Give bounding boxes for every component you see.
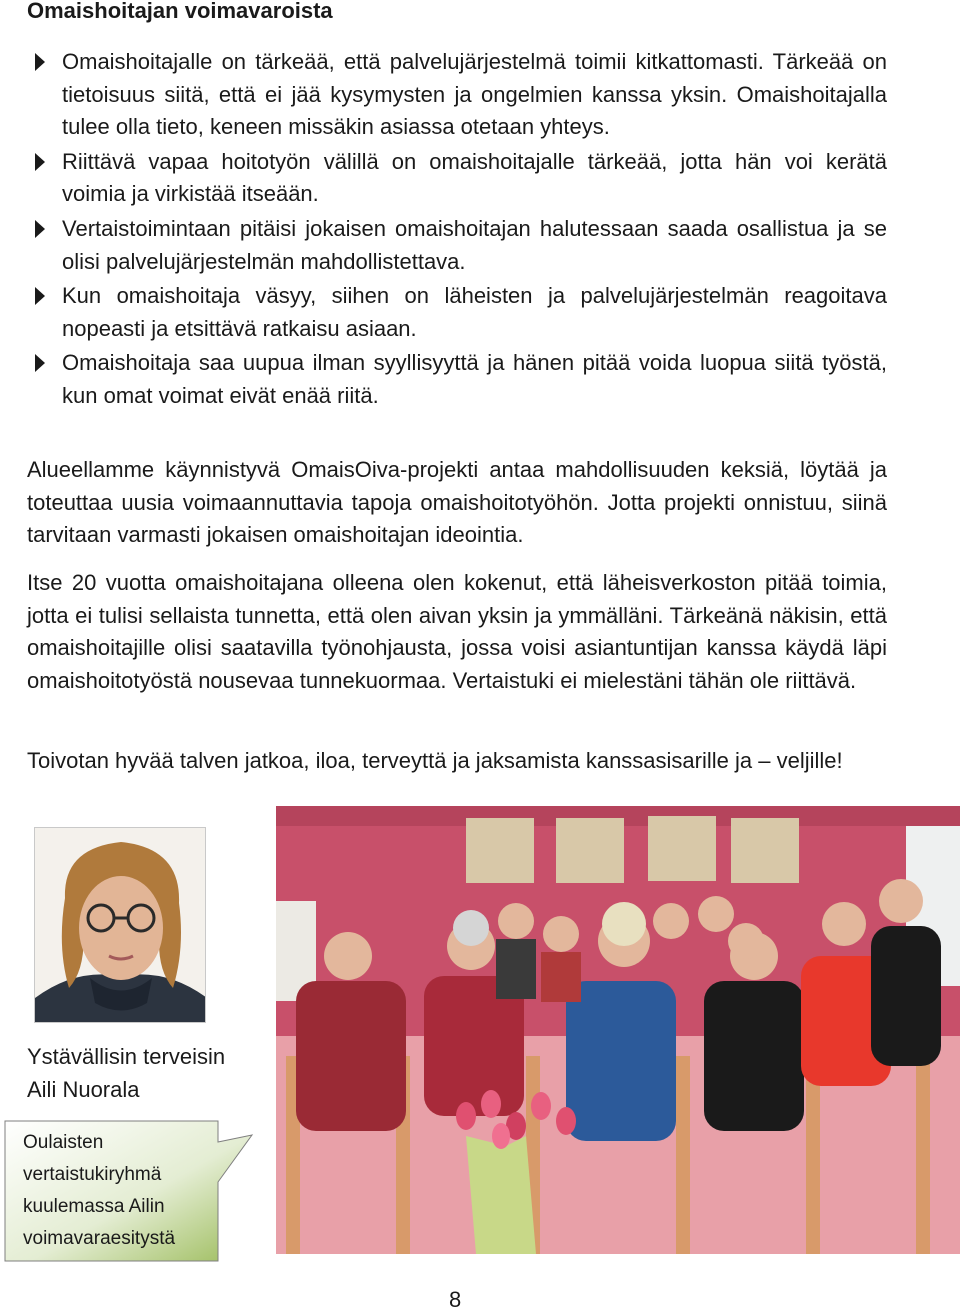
arrow-bullet-icon [35, 153, 45, 171]
group-photo [276, 806, 960, 1254]
project-paragraph: Alueellamme käynnistyvä OmaisOiva-projekti antaa mahdollisuuden keksiä, löytää ja toteuttaa uusia voimaannuttavia tapoja omaishoitotyöhön. Jotta projekti onnistuu, siinä tarvitaan varmasti jokaisen omaishoitajan ideointia. [27, 457, 887, 548]
arrow-bullet-icon [35, 354, 45, 372]
caption-text [23, 1127, 175, 1255]
photo-caption-callout [4, 1120, 274, 1270]
bullet-item [27, 46, 887, 144]
bullet-text: Riittävä vapaa hoitotyön välillä on omaishoitajalle tärkeää, jotta hän voi kerätä voimia ja virkistää itseään. [62, 148, 887, 207]
bullet-item [27, 280, 887, 345]
arrow-bullet-icon [35, 287, 45, 305]
caption-line: vertaistukiryhmä [23, 1164, 162, 1185]
caption-line: voimavaraesitystä [23, 1228, 176, 1249]
bullet-item [27, 347, 887, 412]
signature-greeting: Ystävällisin terveisin [27, 1044, 226, 1069]
signature-name: Aili Nuorala [27, 1077, 140, 1102]
bullet-text: Kun omaishoitaja väsyy, siihen on läheisten ja palvelujärjestelmän reagoitava nopeasti ja etsittävä ratkaisu asiaan. [62, 283, 887, 341]
experience-paragraph: Itse 20 vuotta omaishoitajana olleena olen kokenut, että läheisverkoston pitää toimia, jotta ei tulisi sellaista tunnetta, että olen aivan yksin ja ymmälläni. Tärkeänä näkisin, että omaishoitajille olisi saatavilla työnohjausta, jossa voisi asiantuntijan kanssa käydä läpi omaishoitotyöstä nousevaa tunnekuormaa. Vertaistuki ei mielestäni tähän ole riittävä. [27, 570, 887, 693]
bullet-list [27, 46, 887, 415]
greeting-paragraph: Toivotan hyvää talven jatkoa, iloa, terveyttä ja jaksamista kanssasisarille ja – veljille! [27, 748, 843, 773]
caption-line: kuulemassa Ailin [23, 1196, 165, 1217]
signature [27, 1040, 225, 1106]
bullet-text: Omaishoitaja saa uupua ilman syyllisyyttä ja hänen pitää voida luopua siitä työstä, kun omat voimat eivät enää riitä. [62, 350, 887, 408]
section-heading: Omaishoitajan voimavaroista [27, 0, 333, 23]
arrow-bullet-icon [35, 220, 45, 238]
page-number: 8 [449, 1287, 462, 1312]
bullet-item [27, 213, 887, 278]
bullet-text: Omaishoitajalle on tärkeää, että palvelujärjestelmä toimii kitkattomasti. Tärkeää on tietoisuus siitä, että ei jää kysymysten ja ongelmien kanssa yksin. Omaishoitajalla tulee olla tieto, keneen missäkin asiassa otetaan yhteys. [62, 49, 887, 140]
caption-line: Oulaisten [23, 1132, 104, 1153]
bullet-item [27, 146, 887, 211]
arrow-bullet-icon [35, 53, 45, 71]
bullet-text: Vertaistoimintaan pitäisi jokaisen omaishoitajan halutessaan saada osallistua ja se olisi palvelujärjestelmän mahdollistettava. [62, 215, 887, 274]
author-portrait [34, 827, 206, 1023]
